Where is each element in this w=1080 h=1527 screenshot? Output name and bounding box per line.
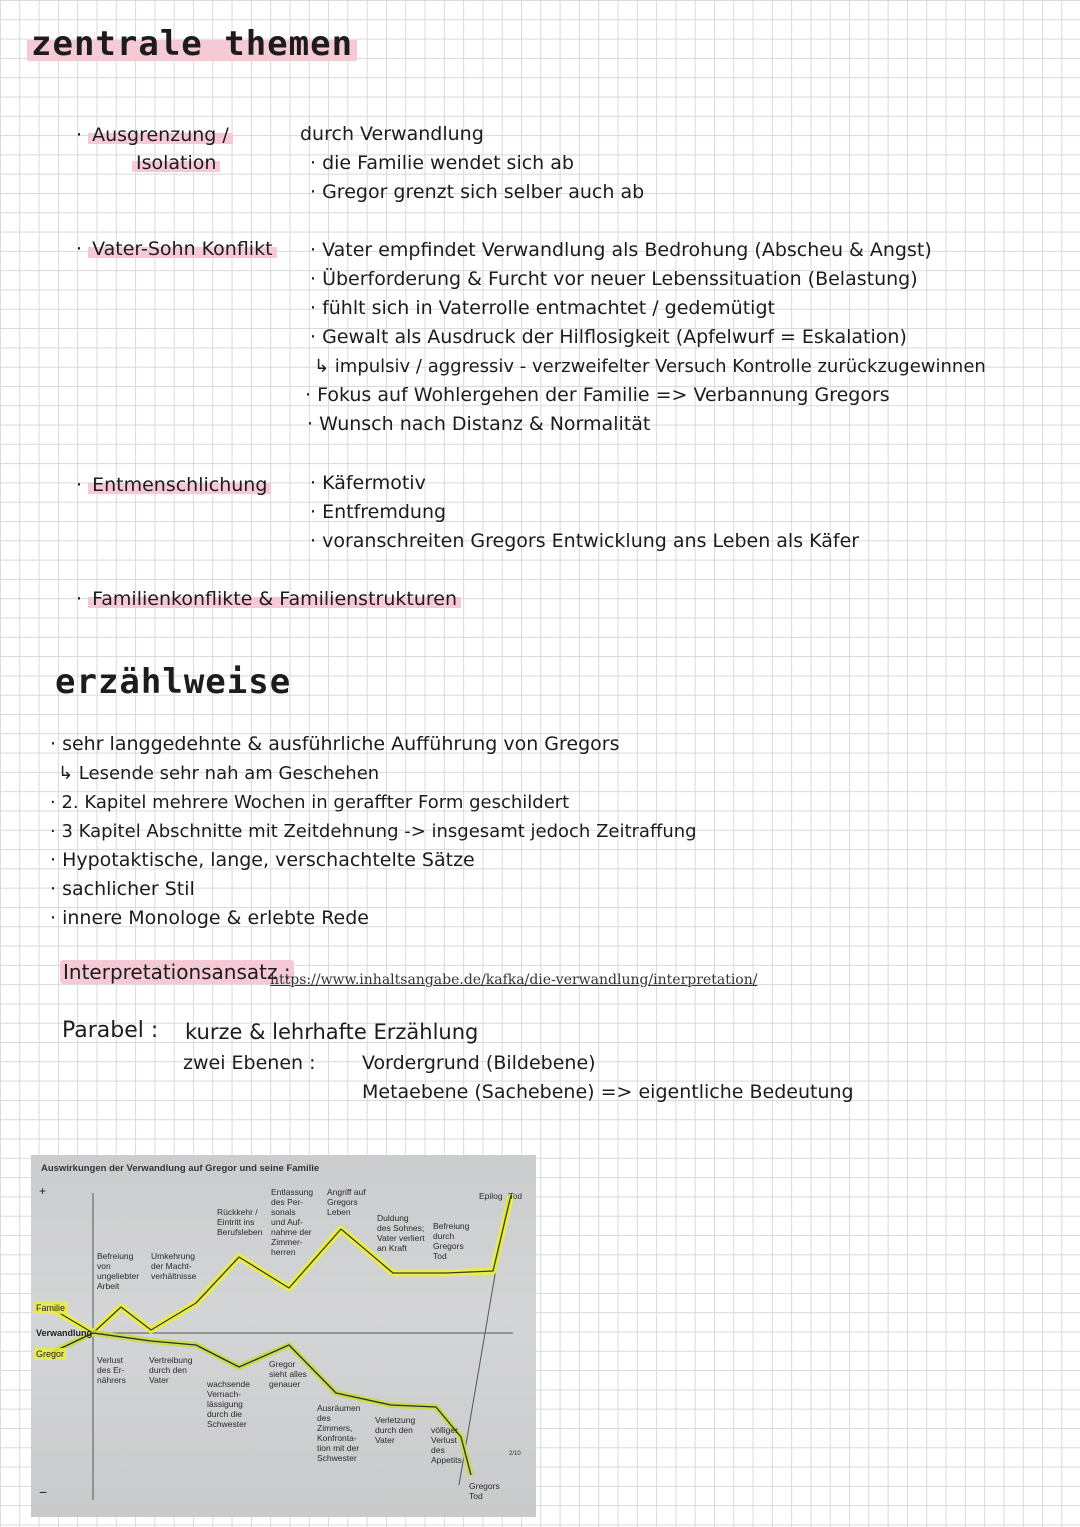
- svg-text:genauer: genauer: [269, 1379, 301, 1389]
- theme-topic: Vater-Sohn Konflikt: [88, 238, 276, 260]
- narration-line: · innere Monologe & erlebte Rede: [50, 907, 369, 929]
- theme-familienkonflikte: · Familienkonflikte & Familienstrukturen: [76, 588, 461, 610]
- section-title-text: zentrale themen: [27, 24, 357, 64]
- figure-annotation: [271, 1187, 313, 1257]
- parabel-line-2a: zwei Ebenen :: [183, 1052, 316, 1074]
- svg-text:von: von: [97, 1261, 111, 1271]
- interpretation-link[interactable]: https://www.inhaltsangabe.de/kafka/die-verwandlung/interpretation/: [270, 972, 758, 988]
- svg-text:durch die: durch die: [207, 1409, 242, 1419]
- figure-minus: −: [39, 1484, 48, 1500]
- svg-text:und Auf-: und Auf-: [271, 1217, 303, 1227]
- theme-line: · Vater empfindet Verwandlung als Bedrohung (Abscheu & Angst): [310, 239, 932, 261]
- svg-text:Schwester: Schwester: [207, 1419, 247, 1429]
- svg-text:Tod: Tod: [433, 1251, 447, 1261]
- narration-line: · 3 Kapitel Abschnitte mit Zeitdehnung -> insgesamt jedoch Zeitraffung: [50, 821, 697, 842]
- svg-text:Vater verliert: Vater verliert: [377, 1233, 425, 1243]
- theme-line: durch Verwandlung: [300, 123, 484, 145]
- svg-text:Vernach-: Vernach-: [207, 1389, 242, 1399]
- theme-line: ↳ impulsiv / aggressiv - verzweifelter Versuch Kontrolle zurückzugewinnen: [314, 356, 986, 377]
- parabel-line-3: Metaebene (Sachebene) => eigentliche Bedeutung: [362, 1081, 854, 1103]
- theme-line: · fühlt sich in Vaterrolle entmachtet / gedemütigt: [310, 297, 775, 319]
- svg-text:Verlust: Verlust: [431, 1435, 457, 1445]
- svg-text:sonals: sonals: [271, 1207, 296, 1217]
- figure-familie-label: Familie: [36, 1303, 66, 1313]
- svg-text:Konfronta-: Konfronta-: [317, 1433, 357, 1443]
- svg-text:der Macht-: der Macht-: [151, 1261, 192, 1271]
- svg-text:lässigung: lässigung: [207, 1399, 243, 1409]
- svg-text:nahme der: nahme der: [271, 1227, 312, 1237]
- svg-text:Gregors: Gregors: [433, 1241, 464, 1251]
- section-title-erzaehlweise: erzählweise: [55, 662, 292, 702]
- theme-line: · Gregor grenzt sich selber auch ab: [310, 181, 645, 203]
- svg-text:Schwester: Schwester: [317, 1453, 357, 1463]
- svg-text:Zimmers,: Zimmers,: [317, 1423, 353, 1433]
- figure-annotation: [217, 1207, 263, 1237]
- svg-text:Verlust: Verlust: [97, 1355, 123, 1365]
- svg-text:durch den: durch den: [149, 1365, 187, 1375]
- svg-text:des Sohnes;: des Sohnes;: [377, 1223, 425, 1233]
- svg-text:Vater: Vater: [149, 1375, 169, 1385]
- figure-annotation: Epilog: [479, 1191, 503, 1201]
- svg-text:durch den: durch den: [375, 1425, 413, 1435]
- theme-entmenschlichung: · Entmenschlichung: [76, 474, 271, 496]
- theme-topic: Familienkonflikte & Familienstrukturen: [88, 588, 461, 610]
- svg-text:des Per-: des Per-: [271, 1197, 304, 1207]
- figure-axis-label: Verwandlung: [36, 1328, 93, 1338]
- svg-text:Leben: Leben: [327, 1207, 351, 1217]
- svg-text:Gregor: Gregor: [269, 1359, 296, 1369]
- figure-annotation: [377, 1213, 425, 1253]
- narration-line: · 2. Kapitel mehrere Wochen in geraffter Form geschildert: [50, 792, 570, 813]
- svg-text:des Er-: des Er-: [97, 1365, 125, 1375]
- theme-line: · Wunsch nach Distanz & Normalität: [307, 413, 651, 435]
- svg-text:verhältnisse: verhältnisse: [151, 1271, 197, 1281]
- svg-text:Eintritt ins: Eintritt ins: [217, 1217, 255, 1227]
- svg-text:durch: durch: [433, 1231, 455, 1241]
- svg-text:völliger: völliger: [431, 1425, 458, 1435]
- theme-vater-sohn: · Vater-Sohn Konflikt: [76, 238, 277, 260]
- svg-text:Befreiung: Befreiung: [433, 1221, 470, 1231]
- figure-annotation: [317, 1403, 361, 1463]
- svg-text:des: des: [317, 1413, 331, 1423]
- svg-text:Befreiung: Befreiung: [97, 1251, 134, 1261]
- figure-annotation: [327, 1187, 366, 1217]
- svg-text:Umkehrung: Umkehrung: [151, 1251, 195, 1261]
- theme-line: · Fokus auf Wohlergehen der Familie => Verbannung Gregors: [305, 384, 890, 406]
- svg-text:Rückkehr /: Rückkehr /: [217, 1207, 258, 1217]
- svg-text:an Kraft: an Kraft: [377, 1243, 407, 1253]
- theme-line: · voranschreiten Gregors Entwicklung ans Leben als Käfer: [310, 530, 860, 552]
- figure-annotation: [269, 1359, 307, 1389]
- parabel-line-2b: Vordergrund (Bildebene): [362, 1052, 596, 1074]
- svg-text:Verletzung: Verletzung: [375, 1415, 416, 1425]
- figure-annotation: [375, 1415, 415, 1445]
- parabel-line-1: kurze & lehrhafte Erzählung: [185, 1020, 479, 1044]
- figure-annotation: [97, 1251, 139, 1291]
- figure-annotation: [206, 1379, 250, 1429]
- theme-ausgrenzung: · Ausgrenzung /: [76, 124, 233, 146]
- svg-text:Vater: Vater: [375, 1435, 395, 1445]
- theme-line: · die Familie wendet sich ab: [310, 152, 574, 174]
- svg-text:Entlassung: Entlassung: [271, 1187, 314, 1197]
- theme-topic: Entmenschlichung: [88, 474, 271, 496]
- figure-annotation: [149, 1355, 193, 1385]
- parabel-label: Parabel :: [62, 1018, 159, 1043]
- svg-text:nährers: nährers: [97, 1375, 126, 1385]
- svg-text:wachsende: wachsende: [207, 1379, 251, 1389]
- figure-svg: [31, 1155, 536, 1517]
- narration-line: · sachlicher Stil: [50, 878, 195, 900]
- svg-text:Angriff auf: Angriff auf: [327, 1187, 366, 1197]
- svg-text:sieht alles: sieht alles: [269, 1369, 307, 1379]
- figure-gregor-label: Gregor: [36, 1349, 65, 1359]
- svg-text:Ausräumen: Ausräumen: [317, 1403, 361, 1413]
- svg-text:Appetits: Appetits: [431, 1455, 462, 1465]
- theme-topic: Ausgrenzung /: [88, 124, 233, 146]
- narration-line: · sehr langgedehnte & ausführliche Aufführung von Gregors: [50, 733, 620, 755]
- figure-annotation: [97, 1355, 126, 1385]
- svg-text:Gregors: Gregors: [469, 1481, 500, 1491]
- svg-text:Tod: Tod: [469, 1491, 483, 1501]
- figure-page-marker: 2/10: [509, 1451, 521, 1457]
- svg-text:des: des: [431, 1445, 445, 1455]
- theme-line: · Gewalt als Ausdruck der Hilflosigkeit (Apfelwurf = Eskalation): [310, 326, 907, 348]
- svg-text:Duldung: Duldung: [377, 1213, 409, 1223]
- figure-annotation: [433, 1221, 470, 1261]
- theme-line: · Überforderung & Furcht vor neuer Lebenssituation (Belastung): [310, 268, 918, 290]
- svg-text:Arbeit: Arbeit: [97, 1281, 120, 1291]
- figure-tod-label: Tod: [509, 1192, 522, 1201]
- theme-line: · Entfremdung: [310, 501, 447, 523]
- figure-annotation: [431, 1425, 462, 1465]
- figure-plus: +: [39, 1184, 47, 1198]
- theme-isolation: [132, 152, 220, 174]
- svg-text:Gregors: Gregors: [327, 1197, 358, 1207]
- figure-annotation: [469, 1481, 500, 1501]
- figure-photo: [31, 1155, 536, 1517]
- svg-text:Berufsleben: Berufsleben: [217, 1227, 263, 1237]
- narration-line: ↳ Lesende sehr nah am Geschehen: [58, 763, 380, 784]
- interpretation-label-text: Interpretationsansatz :: [60, 960, 294, 984]
- svg-text:Zimmer-: Zimmer-: [271, 1237, 303, 1247]
- figure-title: Auswirkungen der Verwandlung auf Gregor und seine Familie: [41, 1163, 320, 1174]
- narration-line: · Hypotaktische, lange, verschachtelte Sätze: [50, 849, 475, 871]
- svg-text:herren: herren: [271, 1247, 296, 1257]
- figure-annotation: [151, 1251, 197, 1281]
- interpretation-label: [60, 960, 294, 984]
- svg-text:Vertreibung: Vertreibung: [149, 1355, 193, 1365]
- section-title-zentrale-themen: [27, 24, 357, 64]
- theme-line: · Käfermotiv: [310, 472, 426, 494]
- svg-text:ungeliebter: ungeliebter: [97, 1271, 140, 1281]
- theme-topic-2: Isolation: [132, 152, 220, 174]
- svg-text:tion mit der: tion mit der: [317, 1443, 360, 1453]
